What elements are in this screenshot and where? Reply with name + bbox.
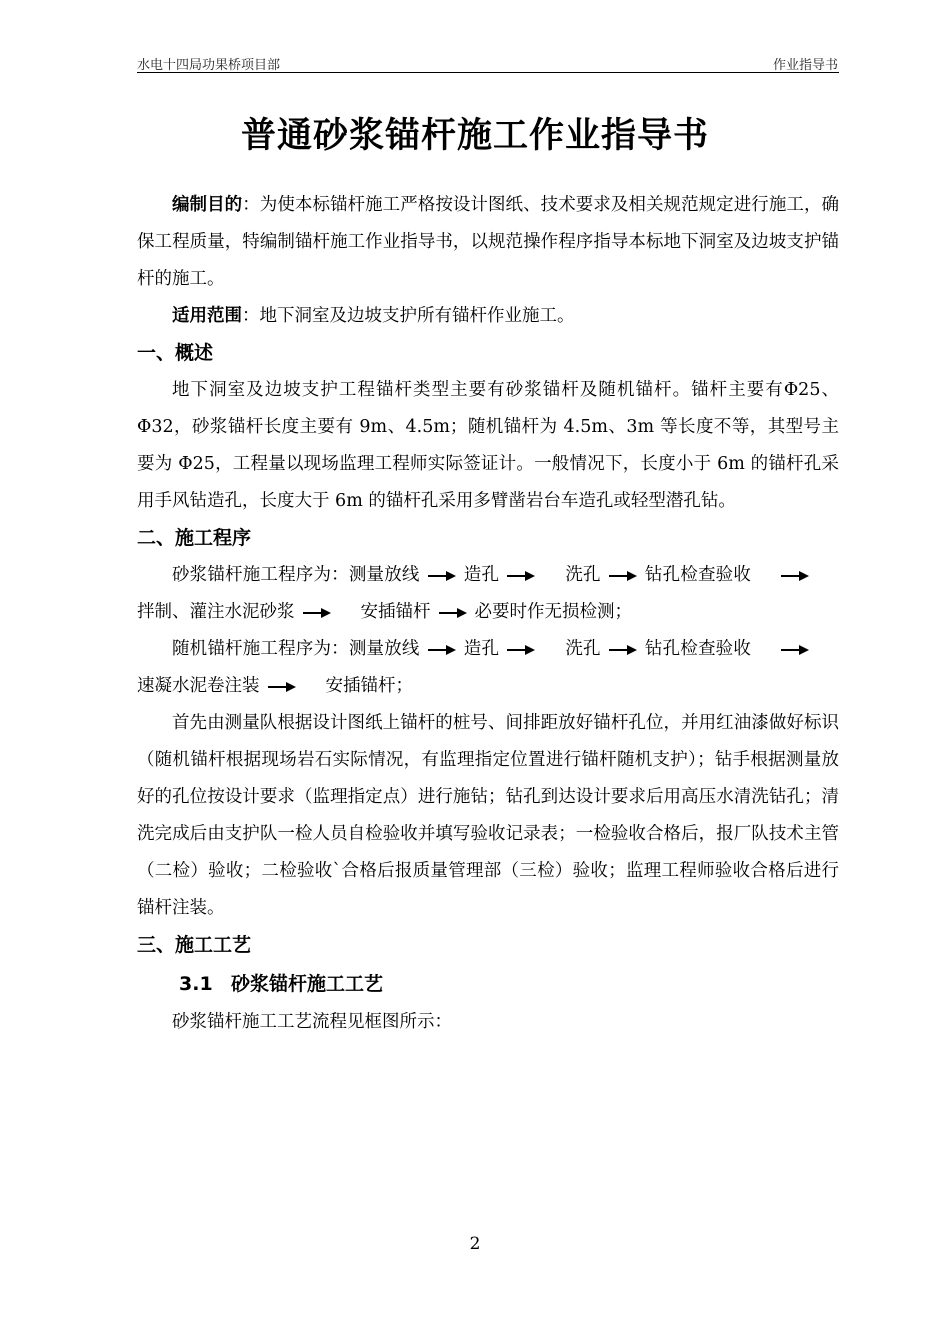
header-right: 作业指导书 bbox=[772, 58, 838, 73]
page-number: 2 bbox=[469, 1234, 481, 1254]
flow-arrow-icon bbox=[507, 644, 535, 656]
random-step: 钻孔检查验收 bbox=[644, 639, 752, 659]
procedure-detail-paragraph: 首先由测量队根据设计图纸上锚杆的桩号、间排距放好锚杆孔位，并用红油漆做好标识（随机锚杆根据现场岩石实际情况，有监理指定位置进行锚杆随机支护）；钻手根据测量放好的孔位按设计要求（监理指定点）进行施钻；钻孔到达设计要求后用高压水清洗钻孔；清洗完成后由支护队一检人员自检验收并填写验收记录表；一检验收合格后，报厂队技术主管（二检）验收；二检验收`合格后报质量管理部（三检）验收；监理工程师验收合格后进行锚杆注装。 bbox=[137, 713, 839, 918]
scope-label: 适用范围 bbox=[172, 306, 242, 326]
process-intro-paragraph: 砂浆锚杆施工工艺流程见框图所示： bbox=[172, 1012, 452, 1032]
mortar-procedure-paragraph bbox=[137, 557, 839, 631]
scope-colon: ： bbox=[242, 306, 260, 326]
flow-arrow-icon bbox=[439, 607, 467, 619]
random-step: 测量放线 bbox=[348, 639, 420, 659]
overview-paragraph: 地下洞室及边坡支护工程锚杆类型主要有砂浆锚杆及随机锚杆。锚杆主要有Φ25、Φ32，砂浆锚杆长度主要有 9m、4.5m；随机锚杆为 4.5m、3m 等长度不等，其型号主要为 Φ25，工程量以现场监理工程师实际签证计。一般情况下，长度小于 6m 的锚杆孔采用手风钻造孔，长度大于 6m 的锚杆孔采用多臂凿岩台车造孔或轻型潜孔钻。 bbox=[137, 380, 839, 511]
flow-arrow-icon bbox=[428, 570, 456, 582]
subsection-heading bbox=[137, 964, 839, 1004]
mortar-step: 造孔 bbox=[463, 565, 500, 585]
purpose-text: 为使本标锚杆施工严格按设计图纸、技术要求及相关规范规定进行施工，确保工程质量，特编制锚杆施工作业指导书，以规范操作程序指导本标地下洞室及边坡支护锚杆的施工。 bbox=[137, 195, 840, 289]
document-body bbox=[137, 187, 839, 1041]
random-step: 速凝水泥卷注装 bbox=[137, 676, 260, 696]
header-divider bbox=[137, 72, 839, 73]
scope-paragraph bbox=[137, 298, 839, 335]
flow-arrow-icon bbox=[428, 644, 456, 656]
random-step: 洗孔 bbox=[565, 639, 601, 659]
random-step: 造孔 bbox=[463, 639, 500, 659]
mortar-step: 安插锚杆 bbox=[360, 602, 431, 622]
section-heading-overview: 一、概述 bbox=[137, 342, 214, 364]
mortar-step: 测量放线 bbox=[348, 565, 420, 585]
purpose-colon: ： bbox=[242, 195, 260, 215]
flow-arrow-icon bbox=[303, 607, 331, 619]
flow-arrow-icon bbox=[609, 644, 637, 656]
scope-text: 地下洞室及边坡支护所有锚杆作业施工。 bbox=[259, 306, 575, 326]
mortar-step: 钻孔检查验收 bbox=[644, 565, 752, 585]
mortar-step: 必要时作无损检测； bbox=[474, 602, 632, 622]
flow-arrow-icon bbox=[609, 570, 637, 582]
random-procedure-intro: 随机锚杆施工程序为： bbox=[172, 639, 349, 659]
flow-arrow-icon bbox=[507, 570, 535, 582]
flow-arrow-icon bbox=[781, 644, 809, 656]
section-heading-procedure: 二、施工程序 bbox=[137, 527, 252, 549]
mortar-step: 拌制、灌注水泥砂浆 bbox=[137, 602, 295, 622]
header-left: 水电十四局功果桥项目部 bbox=[137, 58, 281, 73]
section-heading-process: 三、施工工艺 bbox=[137, 934, 252, 956]
flow-arrow-icon bbox=[268, 681, 296, 693]
purpose-paragraph bbox=[137, 187, 839, 298]
flow-arrow-icon bbox=[781, 570, 809, 582]
subsection-title: 砂浆锚杆施工工艺 bbox=[231, 973, 384, 995]
random-procedure-paragraph bbox=[137, 631, 839, 705]
subsection-number: 3.1 bbox=[179, 973, 213, 995]
purpose-label: 编制目的 bbox=[172, 195, 243, 215]
mortar-procedure-intro: 砂浆锚杆施工程序为： bbox=[172, 565, 349, 585]
document-title: 普通砂浆锚杆施工作业指导书 bbox=[240, 116, 709, 156]
mortar-step: 洗孔 bbox=[565, 565, 601, 585]
random-step: 安插锚杆； bbox=[325, 676, 413, 696]
